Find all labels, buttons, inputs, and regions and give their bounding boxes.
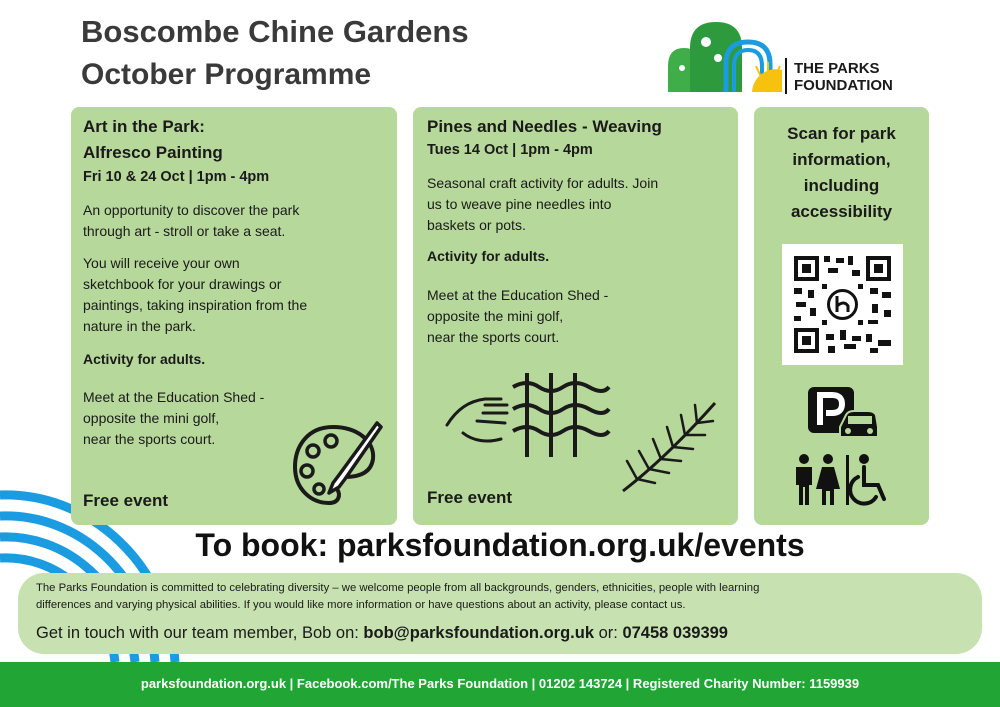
contact-prefix: Get in touch with our team member, Bob on:	[36, 624, 364, 642]
event-title-line-1: Art in the Park:	[83, 117, 205, 136]
event-date: Fri 10 & 24 Oct | 1pm - 4pm	[83, 169, 270, 185]
text-line: near the sports court.	[427, 329, 560, 345]
event-location	[427, 285, 608, 348]
logo-line-2: FOUNDATION	[794, 77, 893, 94]
booking-link[interactable]: To book: parksfoundation.org.uk/events	[195, 527, 805, 563]
event-audience: Activity for adults.	[427, 248, 550, 264]
event-title: Pines and Needles - Weaving	[427, 117, 662, 136]
text-line: near the sports court.	[83, 431, 216, 447]
footer-bar	[0, 662, 1000, 707]
accessible-toilets-icon	[792, 453, 892, 507]
footer-text: parksfoundation.org.uk | Facebook.com/The Parks Foundation | 01202 143724 | Registered Charity Number: 1159939	[140, 676, 860, 691]
logo-wordmark	[794, 60, 893, 94]
paint-palette-icon	[289, 417, 385, 509]
text-line: Meet at the Education Shed -	[427, 287, 609, 303]
contact-line	[36, 624, 728, 643]
event-description	[83, 200, 299, 242]
text-line: through art - stroll or take a seat.	[83, 223, 286, 239]
event-location	[83, 387, 264, 450]
event-price: Free event	[427, 488, 513, 507]
parking-icon	[806, 385, 880, 441]
text-line: including	[803, 176, 880, 195]
text-line: Seasonal craft activity for adults. Join	[427, 175, 659, 191]
info-box	[18, 573, 982, 654]
text-line: paintings, taking inspiration from the	[83, 297, 308, 313]
event-details	[83, 253, 307, 337]
pine-branch-icon	[617, 397, 721, 497]
contact-phone[interactable]: 07458 039399	[622, 624, 728, 642]
qr-accessibility-panel	[754, 107, 929, 525]
qr-code-icon	[782, 244, 903, 365]
event-description	[427, 173, 658, 236]
event-title	[83, 114, 223, 166]
text-line: sketchbook for your drawings or	[83, 276, 282, 292]
event-card-pines-and-needles	[413, 107, 738, 525]
weaving-hand-icon	[443, 369, 613, 461]
qr-heading	[754, 121, 929, 225]
event-title-line-2: Alfresco Painting	[83, 143, 223, 162]
text-line: accessibility	[790, 202, 893, 221]
contact-separator: or:	[594, 624, 623, 642]
event-card-art-in-the-park	[71, 107, 397, 525]
text-line: Scan for park	[787, 124, 896, 143]
text-line: us to weave pine needles into	[427, 196, 612, 212]
page-title: Boscombe Chine Gardens	[81, 14, 469, 49]
text-line: baskets or pots.	[427, 217, 526, 233]
text-line: The Parks Foundation is committed to celebrating diversity – we welcome people from all backgrounds, genders, ethnicities, people with learning	[36, 582, 760, 594]
event-date: Tues 14 Oct | 1pm - 4pm	[427, 142, 593, 158]
event-audience: Activity for adults.	[83, 351, 206, 367]
contact-email[interactable]: bob@parksfoundation.org.uk	[363, 624, 595, 642]
text-line: You will receive your own	[83, 255, 240, 271]
text-line: differences and varying physical abilities. If you would like more information or have questions about an activity, please contact us.	[36, 599, 686, 611]
page-subtitle: October Programme	[81, 58, 372, 91]
text-line: An opportunity to discover the park	[83, 202, 300, 218]
text-line: Meet at the Education Shed -	[83, 389, 265, 405]
text-line: opposite the mini golf,	[83, 410, 220, 426]
logo-line-1: THE PARKS	[794, 60, 880, 77]
text-line: information,	[792, 150, 891, 169]
text-line: opposite the mini golf,	[427, 308, 564, 324]
qr-code[interactable]	[782, 244, 903, 365]
event-price: Free event	[83, 491, 169, 510]
text-line: nature in the park.	[83, 318, 196, 334]
diversity-statement	[36, 580, 966, 614]
